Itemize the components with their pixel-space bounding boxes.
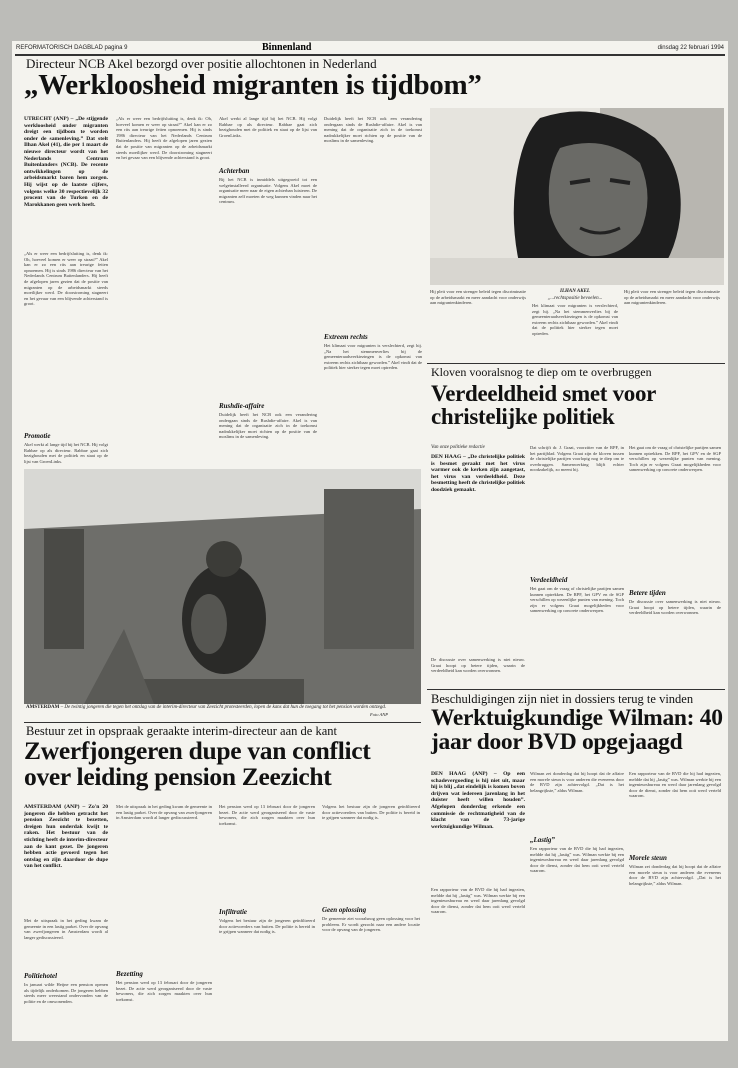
article1-headline: „Werkloosheid migranten is tijdbom”: [24, 69, 482, 101]
article2-lead: DEN HAAG – „De christelijke politiek is besmet geraakt met het virus warmer ook de kerken zijn aangetast, het virus van verdeeldheid. Deze besmetting heeft de christelijke politiek doodziek gemaakt.: [431, 454, 525, 493]
article4-kicker: Beschuldigingen zijn niet in dossiers terug te vinden: [431, 692, 694, 706]
article1-body1: „Als er weer een bedrijfsluiting is, denk ik: Oh, hoeveel komen er weer op straat?” Akel kan er zo een rits aan treurige feiten opnoemen. Hij is sinds 1986 directeur van het Nederlands Centrum Buitenlanders. Hij heeft de afgelopen jaren gezien dat de positie van migranten op de arbeidsmarkt steeds moeilijker werd. De doorstroming stagneert en het gevaar van een blijvende achterstand is groot.: [24, 251, 108, 307]
article1-body4: Duidelijk heeft het NCB ook een verandering ondergaan sinds de Rushdie-affaire. Akel is van mening dat de organisatie zich in de toekomst nadrukkelijker moet richten op de positie van de moslims in de samenleving.: [219, 412, 317, 440]
article3-subhead-infiltratie: Infiltratie: [219, 908, 248, 916]
article2-body2: Het gaat om de vraag of christelijke partijen samen kunnen optrekken. De RPF, het GPV en de SGP verschillen op wezenlijke punten van mening. Toch zijn er volgens Graat mogelijkheden voor samenwerking op concrete onderwerpen.: [530, 586, 624, 614]
article1-subhead-rushdie: Rushdie-affaire: [219, 402, 265, 410]
portrait-photo-svg: [430, 108, 724, 285]
article4-headline: Werktuigkundige Wilman: 40 jaar door BVD opgejaagd: [431, 705, 723, 755]
article2-rule: [427, 363, 725, 364]
article2-subhead-betere: Betere tijden: [629, 589, 666, 597]
article4-body-col1: Een rapporteur van de BVD die hij had ingezien, meldde dat hij „lastig” was. Wilman werkte bij een ingenieursbureau en werd daar jarenlang gevolgd door de dienst, zonder dat hem ooit werd verteld waarom.: [431, 887, 525, 915]
article2-body-col1: De discussie over samenwerking is niet nieuw. Graat hoopt op betere tijden, waarin de verdeeldheid kan worden overwonnen.: [431, 657, 525, 674]
article3-body2: In januari wilde Heijne een pension openen als tijdelijk onderkomen. De jongeren hebben steeds meer weerstand ondervonden van de politie en de omwonenden.: [24, 982, 108, 1004]
article2-headline: Verdeeldheid smet voor christelijke politiek: [431, 381, 656, 430]
photo-credit: Foto ANP: [370, 712, 389, 717]
article4-body-col2a: Wilman zei donderdag dat hij hoopt dat de affaire een morele steun is voor anderen die eveneens door de BVD zijn achtervolgd. „Dat is het belangrijkste,” aldus Wilman.: [530, 771, 624, 793]
article3-subhead-geen-oplossing: Geen oplossing: [322, 906, 367, 914]
article1-body3: Bij het NCB is inmiddels uitgegroeid tot een welgeïnstalleerd organisatie. Volgens Akel moet de organisatie meer naar de eigen achterban luisteren. De migranten zelf moeten de weg kunnen vinden naar het centrum.: [219, 177, 317, 205]
article3-lead: AMSTERDAM (ANP) – Zo'n 20 jongeren die hebben getracht het pension Zeezicht te bezetten, dreigen hun onderdak kwijt te raken. Het bestuur van de stichting heeft de interim-directeur aan de kant gezet. De jongeren hebben actie gevoerd tegen het ontslag en zijn daardoor de dupe van het conflict.: [24, 804, 108, 870]
portrait-photo: [430, 108, 724, 285]
article1-subhead-promotie: Promotie: [24, 432, 51, 440]
article1-body-col2: „Als er weer een bedrijfsluiting is, denk ik: Oh, hoeveel komen er weer op straat?” Akel kan er zo een rits aan treurige feiten opnoemen. Hij is sinds 1986 directeur van het Nederlands Centrum Buitenlanders. Hij heeft de afgelopen jaren gezien dat de positie van migranten op de arbeidsmarkt steeds moeilijker werd. De doorstroming stagneert en het gevaar van een blijvende achterstand is groot.: [116, 116, 212, 161]
article1-body-col7: Hij pleit voor een strenger beleid tegen discriminatie op de arbeidsmarkt en meer aandacht voor onderwijs aan migrantenkinderen.: [624, 289, 720, 306]
article1-body-col3a: Akel werkt al lange tijd bij het NCB. Hij volgt Rabbae op als directeur. Rabbae gaat zich bezighouden met de politiek en staat op de lijst van GroenLinks.: [219, 116, 317, 138]
street-photo-svg: [24, 469, 421, 704]
section-title: Binnenland: [262, 42, 312, 53]
caption-place: AMSTERDAM: [26, 705, 60, 710]
paper-page-label: REFORMATORISCH DAGBLAD pagina 9: [16, 45, 128, 51]
article3-subhead-bezetting: Bezetting: [116, 970, 143, 978]
article3-body3: Het pension werd op 13 februari door de jongeren bezet. De actie werd georganiseerd door de vaste bewoners, die zich zorgen maakten over hun toekomst.: [116, 980, 212, 1002]
article2-subhead-verdeeldheid: Verdeeldheid: [530, 576, 568, 584]
article2-body1: Dat schrijft dr. J. Graat, voorzitter van de RPF, in het partijblad. Volgens Graat zijn de kloven tussen de christelijke partijen voorlopig nog te diep om te overbruggen. Samenwerking blijft echter noodzakelijk, zo meent hij.: [530, 445, 624, 473]
article2-byline: Van onze politieke redactie: [431, 445, 485, 450]
caption-text: – De twintig jongeren die tegen het ontslag van de interim-directeur van Zeezicht protesteerden, lopen de kans dat hun de toegang tot het pension worden ontzegd.: [60, 705, 387, 710]
article1-lead: UTRECHT (ANP) – „De stijgende werkloosheid onder migranten dreigt een tijdbom te worden onder de samenleving.” Dat stelt Ilhan Akel (41), die per 1 maart de nieuwe directeur wordt van het Nederlands Centrum Buitenlanders (NCB). De recente ontwikkelingen op de arbeidsmarkt baren hem zorgen. Hij wijst op de laatste cijfers, volgens welke 30 respectievelijk 32 procent van de Turken en de Marokkanen geen werk heeft.: [24, 116, 108, 208]
article4-body2: Wilman zei donderdag dat hij hoopt dat de affaire een morele steun is voor anderen die eveneens door de BVD zijn achtervolgd. „Dat is het belangrijkste,” aldus Wilman.: [629, 864, 721, 886]
article1-body-col5: Hij pleit voor een strenger beleid tegen discriminatie op de arbeidsmarkt en meer aandacht voor onderwijs aan migrantenkinderen.: [430, 289, 526, 306]
article3-subhead-politiehotel: Politiehotel: [24, 972, 58, 980]
article3-kicker: Bestuur zet in opspraak geraakte interim-directeur aan de kant: [26, 724, 337, 738]
article4-lead: DEN HAAG (ANP) – Op een schadevergoeding is hij niet uit, maar hij is blij „dat eindelijk is komen boven drijven wat iedereen jarenlang in het duister heeft willen houden”. Afgelopen donderdag erkende een commissie de rechtmatigheid van de klacht van de 73-jarige werktuigkundige Wilman.: [431, 771, 525, 830]
portrait-caption-sub: „...rechtspositie bevoelen...: [547, 296, 603, 301]
article1-kicker: Directeur NCB Akel bezorgd over positie allochtonen in Nederland: [26, 56, 377, 71]
article2-kicker: Kloven vooralsnog te diep om te overbruggen: [431, 365, 652, 379]
article1-subhead-achterban: Achterban: [219, 167, 250, 175]
article1-body5: Het klimaat voor migranten is verslechterd, zegt hij. „Na het stemmenverlies bij de gemeenteraadsverkiezingen is de opkomst van extreem rechts zichtbaar geworden.” Akel vindt dat de politiek hier sterker tegen moet optreden.: [324, 343, 422, 371]
article1-body-col6: Het klimaat voor migranten is verslechterd, zegt hij. „Na het stemmenverlies bij de gemeenteraadsverkiezingen is de opkomst van extreem rechts zichtbaar geworden.” Akel vindt dat de politiek hier sterker tegen moet optreden.: [532, 303, 618, 336]
article3-body-col4: Volgens het bestuur zijn de jongeren geïnfiltreerd door actievoerders van buiten. De politie is bereid in te grijpen wanneer dat nodig is.: [322, 804, 420, 821]
article3-body4: Volgens het bestuur zijn de jongeren geïnfiltreerd door actievoerders van buiten. De politie is bereid in te grijpen wanneer dat nodig is.: [219, 918, 315, 935]
article3-headline: Zwerfjongeren dupe van conflict over leiding pension Zeezicht: [24, 736, 371, 791]
article3-body5: De gemeente ziet vooralsnog geen oplossing voor het probleem. Er wordt gezocht naar een andere locatie voor de opvang van de jongeren.: [322, 916, 420, 933]
article4-body-col3a: Een rapporteur van de BVD die hij had ingezien, meldde dat hij „lastig” was. Wilman werkte bij een ingenieursbureau en werd daar jarenlang gevolgd door de dienst, zonder dat hem ooit werd verteld waarom.: [629, 771, 721, 799]
article3-body-col2: Met de uitspraak in het geding kwam de gemeente in een lastig parket. Over de opvang van zwerfjongeren in Amsterdam wordt al langer gediscussieerd.: [116, 804, 212, 821]
article2-body-col3: Het gaat om de vraag of christelijke partijen samen kunnen optrekken. De RPF, het GPV en de SGP verschillen op wezenlijke punten van mening. Toch zijn er volgens Graat mogelijkheden voor samenwerking op concrete onderwerpen.: [629, 445, 721, 473]
portrait-caption: ILHAN AKEL: [560, 289, 590, 294]
article4-subhead-lastig: „Lastig”: [530, 836, 555, 844]
article1-body-col4: Duidelijk heeft het NCB ook een verandering ondergaan sinds de Rushdie-affaire. Akel is van mening dat de organisatie zich in de toekomst nadrukkelijker moet richten op de positie van de moslims in de samenleving.: [324, 116, 422, 144]
article3-rule: [24, 722, 421, 723]
date-label: dinsdag 22 februari 1994: [657, 45, 724, 51]
article4-subhead-morele-steun: Morele steun: [629, 854, 667, 862]
article3-body-col3: Het pension werd op 13 februari door de jongeren bezet. De actie werd georganiseerd door de vaste bewoners, die zich zorgen maakten over hun toekomst.: [219, 804, 315, 826]
article4-body1: Een rapporteur van de BVD die hij had ingezien, meldde dat hij „lastig” was. Wilman werkte bij een ingenieursbureau en werd daar jarenlang gevolgd door de dienst, zonder dat hem ooit werd verteld waarom.: [530, 846, 624, 874]
article1-subhead-extreem: Extreem rechts: [324, 333, 368, 341]
newspaper-page: [12, 41, 728, 1041]
article3-body1: Met de uitspraak in het geding kwam de gemeente in een lastig parket. Over de opvang van zwerfjongeren in Amsterdam wordt al langer gediscussieerd.: [24, 918, 108, 940]
street-photo-caption: [26, 705, 406, 711]
article2-body3: De discussie over samenwerking is niet nieuw. Graat hoopt op betere tijden, waarin de verdeeldheid kan worden overwonnen.: [629, 599, 721, 616]
article4-rule: [427, 689, 725, 690]
article1-body2: Akel werkt al lange tijd bij het NCB. Hij volgt Rabbae op als directeur. Rabbae gaat zich bezighouden met de politiek en staat op de lijst van GroenLinks.: [24, 442, 108, 464]
street-protest-photo: [24, 469, 421, 704]
